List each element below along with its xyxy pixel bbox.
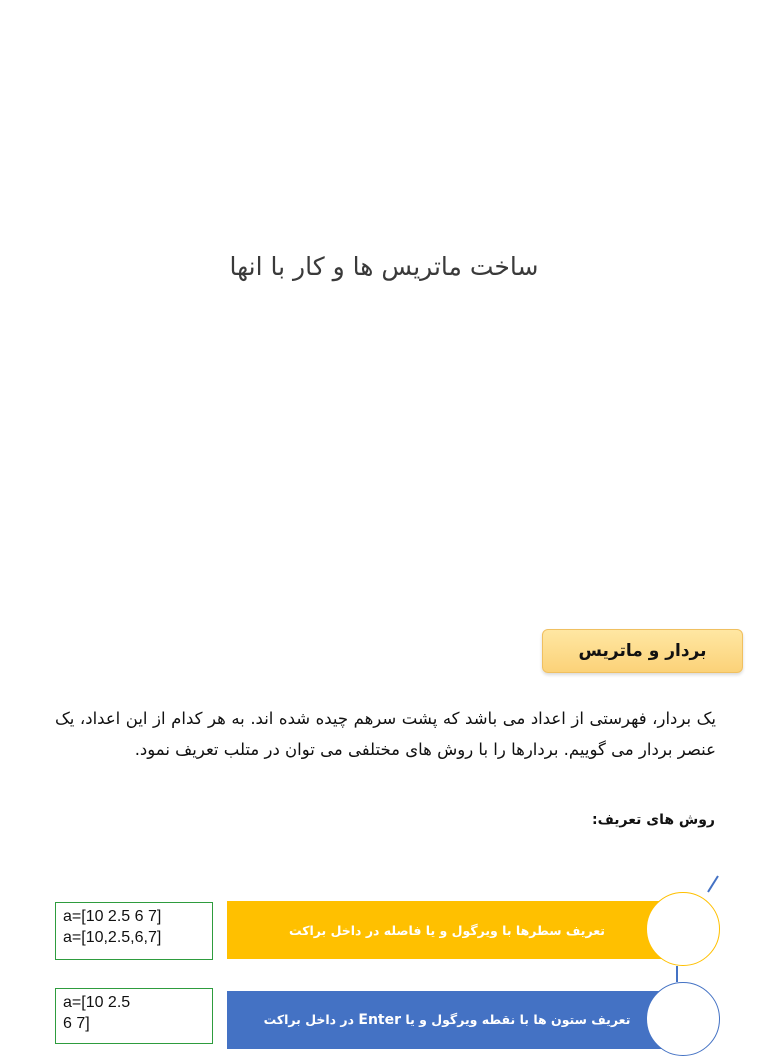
method-label-columns-pre: تعریف ستون ها با نقطه ویرگول و یا (401, 1012, 631, 1027)
method-circle-columns (646, 982, 720, 1056)
body-paragraph: یک بردار، فهرستی از اعداد می باشد که پشت سرهم چیده شده اند. به هر کدام از این اعداد، یک عنصر بردار می گوییم. بردارها را با روش های مختلفی می توان در متلب تعریف نمود. (55, 709, 716, 759)
definition-methods-subheading: روش های تعریف: (591, 812, 715, 828)
section-heading-badge: بردار و ماتریس (542, 629, 743, 673)
enter-key-label: Enter (358, 1012, 402, 1028)
method-label-columns (264, 1012, 631, 1028)
method-label-rows: تعریف سطرها با ویرگول و یا فاصله در داخل براکت (289, 922, 605, 938)
method-band-columns (227, 991, 667, 1049)
code-example-row-vector: a=[10 2.5 6 7] a=[10,2.5,6,7] (55, 902, 213, 960)
page-title: ساخت ماتریس ها و کار با انها (229, 252, 539, 281)
code-example-column-vector: a=[10 2.5 6 7] (55, 988, 213, 1044)
method-circle-rows (646, 892, 720, 966)
method-label-columns-post: در داخل براکت (263, 1012, 359, 1027)
method-band-rows (227, 901, 667, 959)
